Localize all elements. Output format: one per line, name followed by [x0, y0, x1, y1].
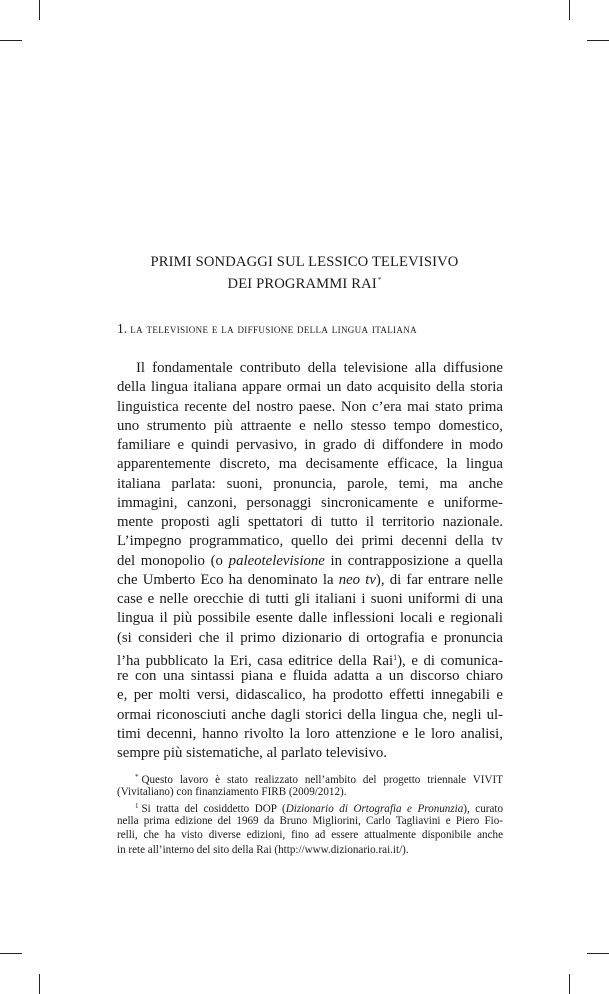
crop-mark-bottom-right	[569, 974, 570, 994]
section-number: 1.	[117, 321, 128, 336]
body-line: familiare e quindi pervasivo, in grado di diffondere in modo	[117, 437, 503, 453]
body-text-run: del monopolio (o	[117, 552, 229, 569]
body-line: uno strumento più attraente e nello stesso tempo domestico,	[117, 417, 503, 434]
footnote-1-line: in rete all’interno del sito della Rai (http://www.dizionario.rai.it/).	[117, 843, 409, 856]
crop-mark-bottom-left-horizontal	[0, 953, 22, 954]
chapter-title-line-1: PRIMI SONDAGGI SUL LESSICO TELEVISIVO	[150, 254, 459, 270]
body-text-run: ), di far entrare nelle	[375, 571, 503, 588]
body-line: immagini, canzoni, personaggi sincronicamente e uniforme-	[117, 494, 503, 511]
body-line: sempre più sistematiche, al parlato televisivo.	[117, 745, 387, 761]
body-line	[117, 552, 503, 571]
footnote-mark-star: *	[135, 773, 139, 781]
body-line: case e nelle orecchie di tutti gli italiani i suoni uniformi di una	[117, 591, 503, 607]
body-line: Il fondamentale contributo della televisione alla diffusione	[136, 360, 503, 376]
footnote-star-line	[117, 770, 503, 785]
body-paragraph	[117, 359, 503, 763]
body-line: timi decenni, hanno rivolto la loro attenzione e le loro analisi,	[117, 725, 503, 742]
footnote-mark-1: 1	[135, 802, 139, 810]
body-text-run: l’ha pubblicato la Eri, casa editrice della Rai	[117, 652, 394, 669]
body-line: mente proposti agli spettatori di tutto il territorio nazionale.	[117, 514, 503, 530]
body-line: linguistica recente del nostro paese. Non c’era mai stato prima	[117, 398, 503, 415]
body-text-run: che Umberto Eco ha denominato la	[117, 571, 339, 588]
crop-mark-top-right	[569, 0, 570, 20]
footnote-1-line: relli, che ha visto diverse edizioni, fino ad essere attualmente disponibile anche	[117, 829, 503, 841]
crop-mark-bottom-right-horizontal	[587, 953, 609, 954]
body-line	[117, 571, 503, 590]
footnote-reference-1: 1	[393, 652, 398, 662]
footnote-reference-star: *	[377, 276, 382, 284]
section-title: la televisione e la diffusione della lingua italiana	[130, 322, 417, 336]
footnote-star-line: (Vivitaliano) con finanziamento FIRB (2009/2012).	[117, 785, 347, 798]
footnotes	[117, 770, 503, 857]
section-heading	[117, 321, 507, 337]
footnote-text: ), curato	[463, 803, 503, 815]
body-line: della lingua italiana appare ormai un dato acquisito della storia	[117, 379, 503, 396]
footnote-text: Questo lavoro è stato realizzato nell’ambito del progetto triennale VIVIT	[141, 774, 503, 786]
body-line: apparentemente discreto, ma decisamente efficace, la lingua	[117, 456, 503, 473]
footnote-1-line	[117, 799, 503, 814]
footnote-text: Si tratta del cosiddetto DOP (	[141, 803, 286, 815]
body-line	[117, 648, 503, 667]
body-line: ormai riconosciuti anche dagli storici della lingua che, negli ul-	[117, 706, 503, 723]
body-line: L’impegno programmatico, quello dei primi decenni della tv	[117, 533, 503, 550]
body-line: italiana parlata: suoni, pronuncia, parole, temi, ma anche	[117, 475, 503, 492]
body-line: (si consideri che il primo dizionario di ortografia e pronuncia	[117, 629, 503, 646]
italic-term-neo-tv: neo tv	[338, 571, 376, 588]
crop-mark-top-left	[39, 0, 40, 20]
body-line: re con una sintassi piana e fluida adatta a un discorso chiaro	[117, 668, 503, 684]
crop-mark-top-right-horizontal	[587, 40, 609, 41]
body-text-run: ), e di comunica-	[397, 652, 503, 669]
body-text-run: in contrapposizione a quella	[324, 552, 503, 569]
footnote-italic-title: Dizionario di Ortografia e Pronunzia	[285, 803, 464, 815]
italic-term-paleotelevisione: paleotelevisione	[228, 552, 325, 569]
chapter-title-line-2-text: DEI PROGRAMMI RAI	[227, 276, 377, 292]
crop-mark-bottom-left	[39, 974, 40, 994]
body-line: lingua il più possibile esente dalle inflessioni locali e regionali	[117, 610, 503, 627]
chapter-title	[0, 253, 609, 293]
footnote-1-line: nella prima edizione del 1969 da Bruno Migliorini, Carlo Tagliavini e Piero Fio-	[117, 814, 503, 827]
crop-mark-top-left-horizontal	[0, 40, 22, 41]
body-line: e, per molti versi, didascalico, ha prodotto effetti innegabili e	[117, 687, 503, 704]
chapter-title-line-2	[0, 271, 609, 293]
